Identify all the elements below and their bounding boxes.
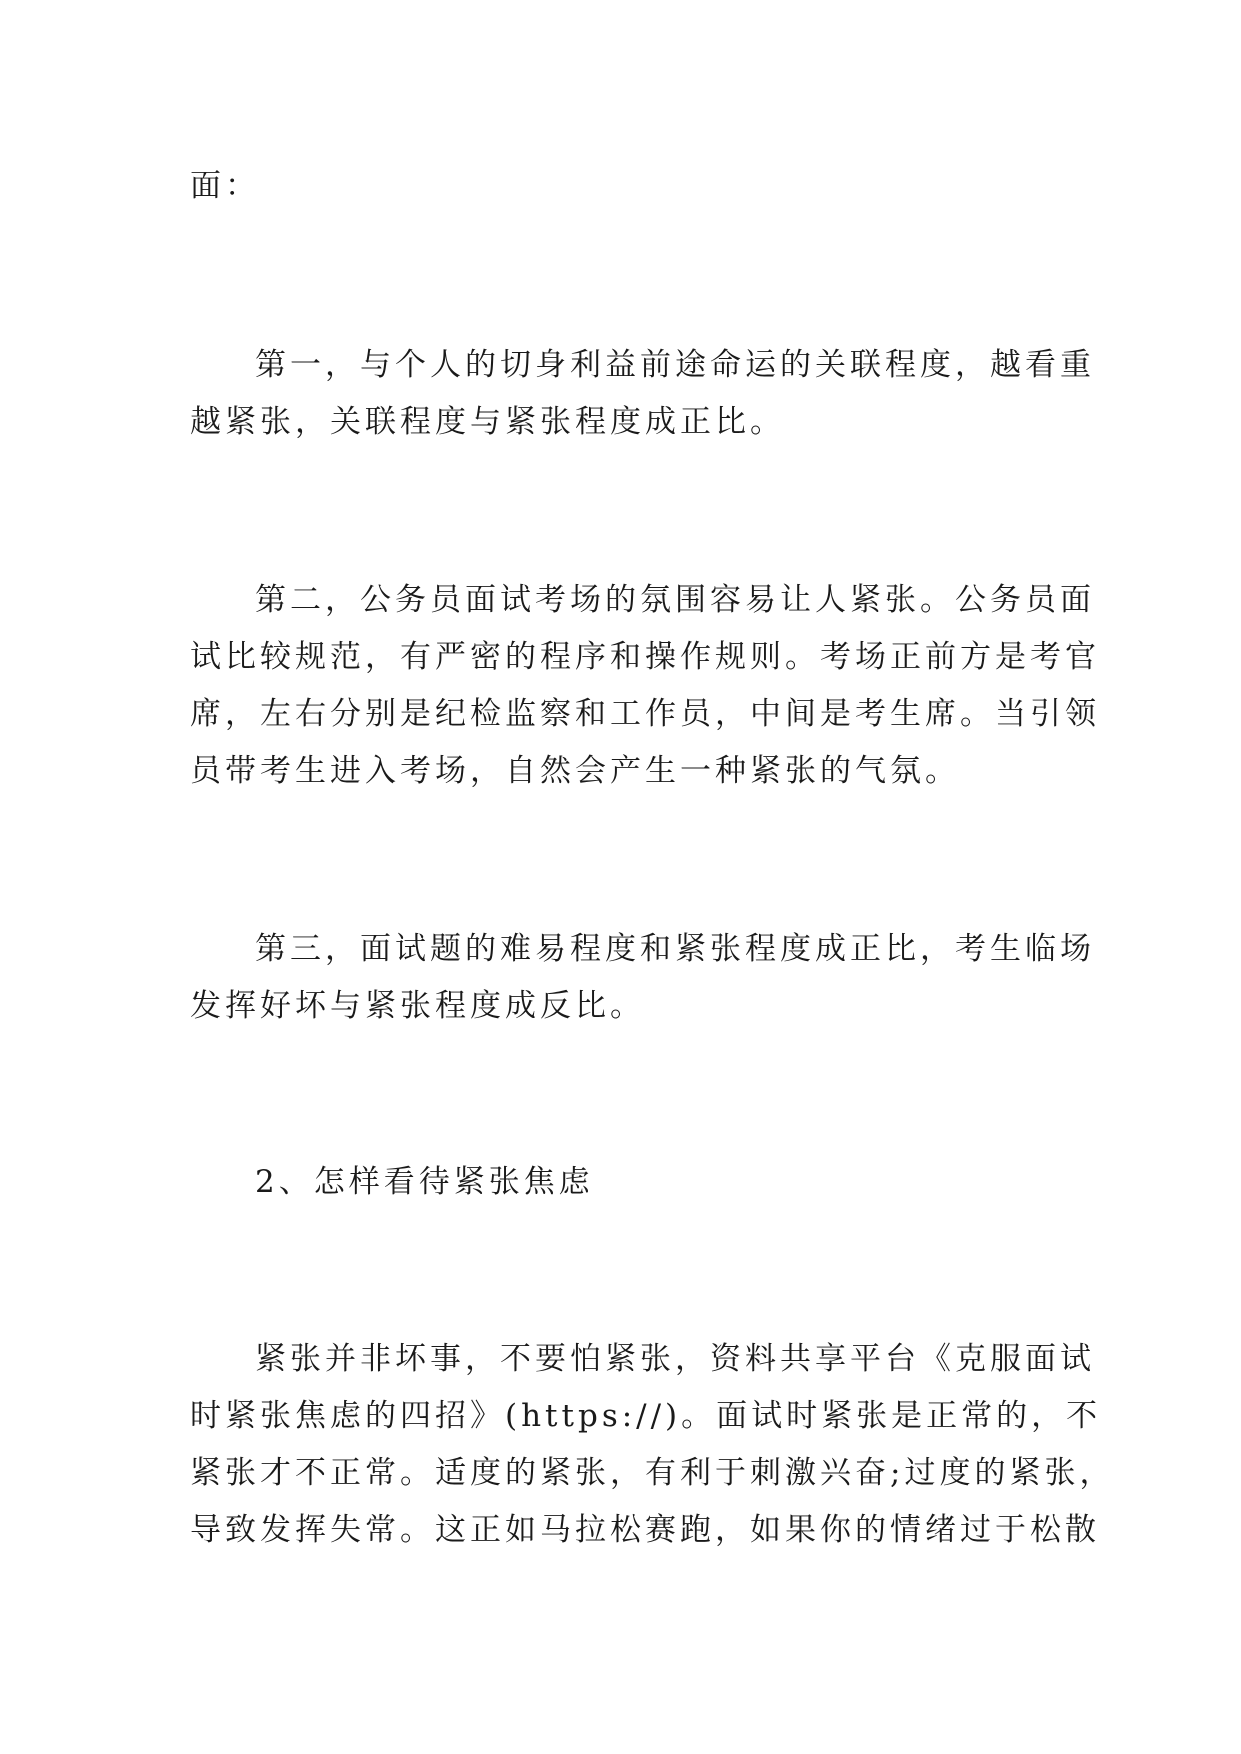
paragraph-fourth-line-4: 导致发挥失常。这正如马拉松赛跑，如果你的情绪过于松散 [190, 1512, 1100, 1548]
paragraph-first-line: 第一，与个人的切身利益前途命运的关联程度，越看重 [255, 347, 1095, 383]
paragraph-first-line-2: 越紧张，关联程度与紧张程度成正比。 [190, 404, 785, 440]
paragraph-third-line-2: 发挥好坏与紧张程度成反比。 [190, 988, 645, 1024]
paragraph-second-line-3: 席，左右分别是纪检监察和工作员，中间是考生席。当引领 [190, 696, 1100, 732]
paragraph-continuation-line: 面： [190, 168, 260, 204]
paragraph-third-line-1: 第三，面试题的难易程度和紧张程度成正比，考生临场 [255, 931, 1095, 967]
paragraph-fourth-line-2: 时紧张焦虑的四招》(https://)。面试时紧张是正常的，不 [190, 1398, 1102, 1434]
section-heading: 2、怎样看待紧张焦虑 [255, 1164, 594, 1200]
paragraph-fourth-line-3: 紧张才不正常。适度的紧张，有利于刺激兴奋;过度的紧张， [190, 1455, 1115, 1491]
paragraph-second-line-2: 试比较规范，有严密的程序和操作规则。考场正前方是考官 [190, 639, 1100, 675]
paragraph-second-line-1: 第二，公务员面试考场的氛围容易让人紧张。公务员面 [255, 582, 1095, 618]
paragraph-second-line-4: 员带考生进入考场，自然会产生一种紧张的气氛。 [190, 753, 960, 789]
paragraph-fourth-line-1: 紧张并非坏事，不要怕紧张，资料共享平台《克服面试 [255, 1341, 1095, 1377]
